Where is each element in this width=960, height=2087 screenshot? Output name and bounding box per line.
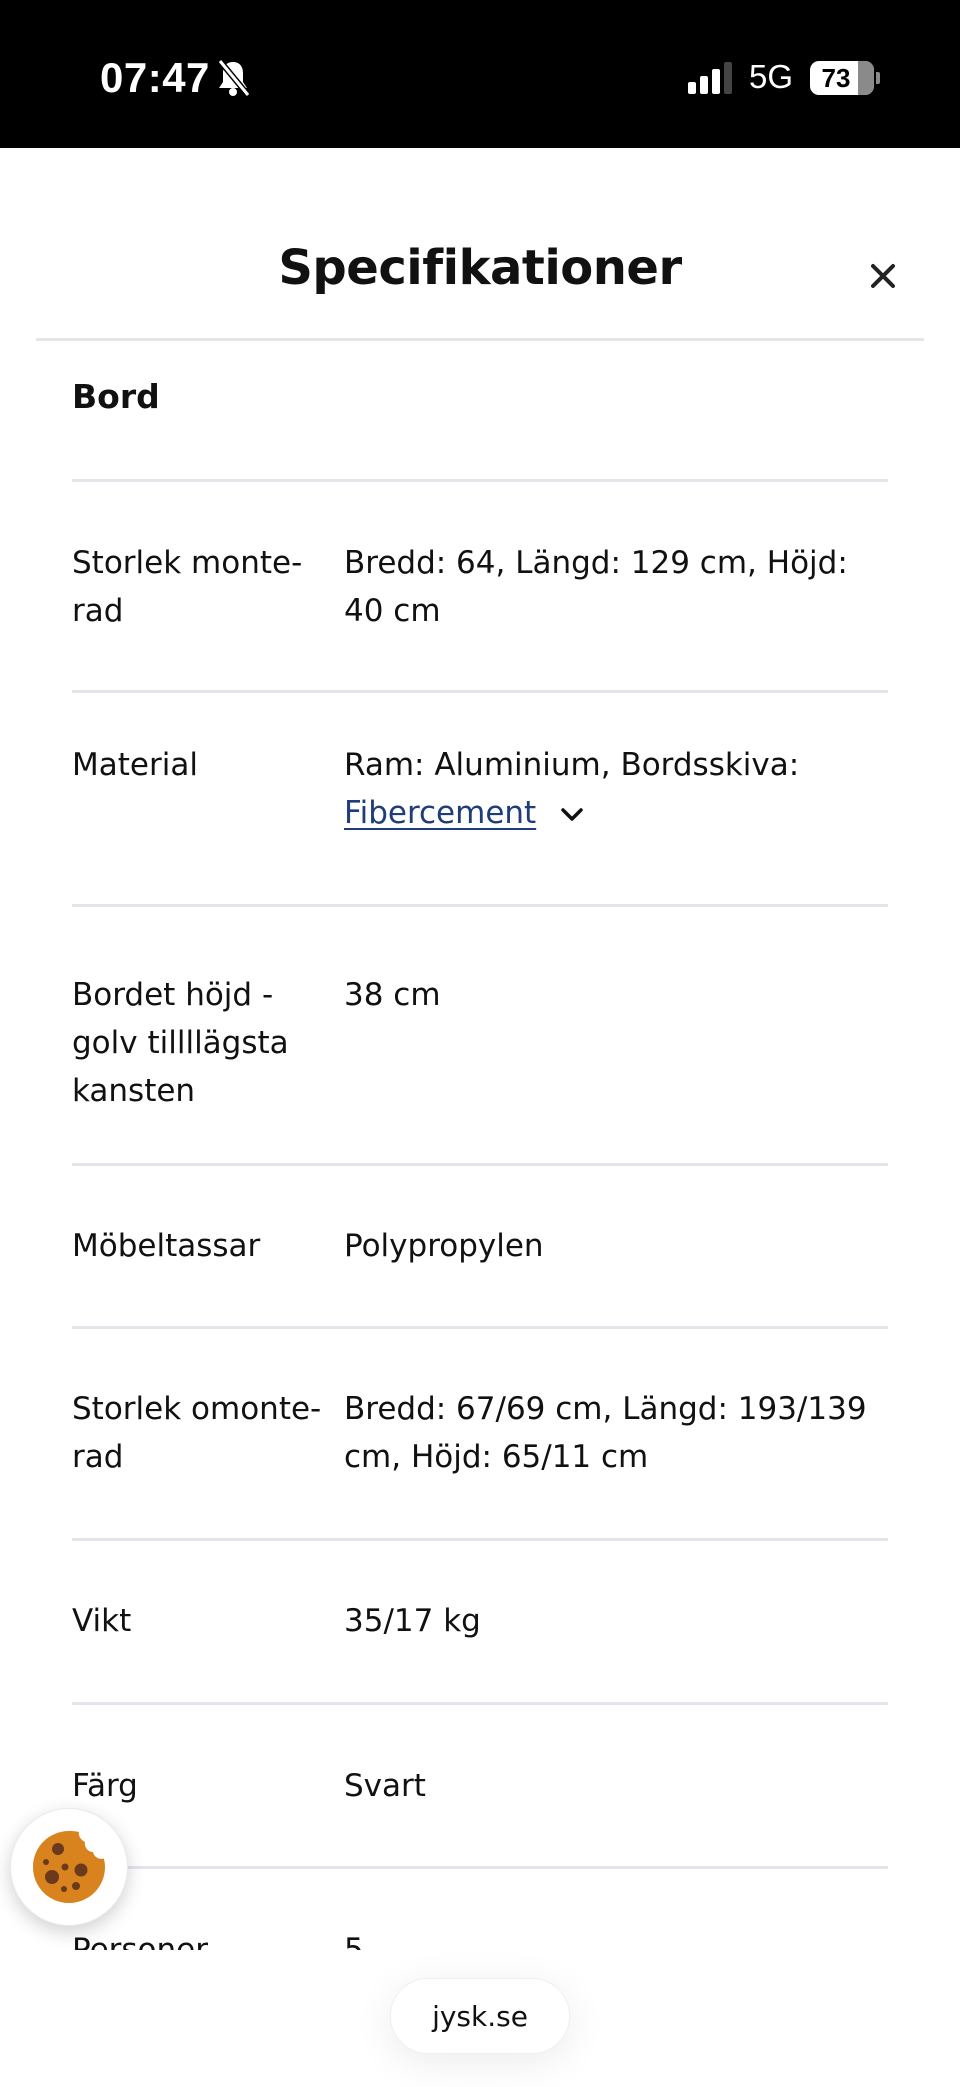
spec-row-storlek-omonterad — [72, 1329, 888, 1538]
battery-tip — [876, 72, 880, 84]
spec-label-line: Storlek omonte- — [72, 1391, 322, 1427]
status-time: 07:47 — [100, 54, 210, 101]
spec-value: Bredd: 67/69 cm, Längd: 193/139 cm, Höjd: 65/11 cm — [344, 1391, 867, 1475]
cellular-signal-icon — [688, 62, 736, 94]
spec-list — [72, 341, 888, 2030]
spec-row-material — [72, 693, 888, 904]
spec-label: Bordet höjd - golv tillllägsta kansten — [72, 977, 289, 1109]
cookie-icon — [29, 1827, 109, 1907]
spec-value: Polypropylen — [344, 1228, 544, 1264]
spec-row-mobeltassar — [72, 1166, 888, 1326]
url-bar[interactable]: jysk.se — [390, 1978, 570, 2054]
spec-value: Bredd: 64, Längd: 129 cm, Höjd: 40 cm — [344, 545, 848, 629]
sheet-title: Specifikationer — [278, 240, 682, 296]
close-button[interactable] — [858, 251, 908, 301]
chevron-down-icon[interactable] — [560, 807, 584, 823]
spec-label: Material — [72, 747, 198, 783]
bell-slash-icon — [215, 58, 251, 98]
spec-label: Möbeltassar — [72, 1228, 261, 1264]
spec-label-line: rad — [72, 593, 124, 629]
section-title: Bord — [72, 377, 160, 416]
spec-label-line: rad — [72, 1439, 124, 1475]
spec-label-line: Storlek monte- — [72, 545, 303, 581]
cookie-settings-button[interactable] — [10, 1808, 128, 1926]
battery-icon — [810, 61, 874, 95]
spec-value: 38 cm — [344, 977, 441, 1013]
sheet-header — [0, 148, 960, 341]
spec-value — [344, 741, 888, 837]
spec-row-farg — [72, 1705, 888, 1866]
spec-label — [72, 1385, 344, 1481]
fibercement-link[interactable]: Fibercement — [344, 795, 537, 831]
network-type: 5G — [749, 58, 794, 95]
spec-value: Svart — [344, 1768, 426, 1804]
spec-value: 35/17 kg — [344, 1603, 481, 1639]
spec-row-bordet-hojd — [72, 907, 888, 1163]
spec-value-text: Ram: Aluminium, Bordsskiva: — [344, 747, 800, 783]
spec-label: Färg — [72, 1768, 138, 1804]
spec-label — [72, 539, 344, 635]
spec-row-storlek-monterad — [72, 482, 888, 690]
status-bar — [0, 0, 960, 148]
spec-row-vikt — [72, 1541, 888, 1702]
close-icon — [870, 263, 896, 289]
spec-label: Vikt — [72, 1603, 132, 1639]
battery-percent: 73 — [821, 63, 851, 93]
